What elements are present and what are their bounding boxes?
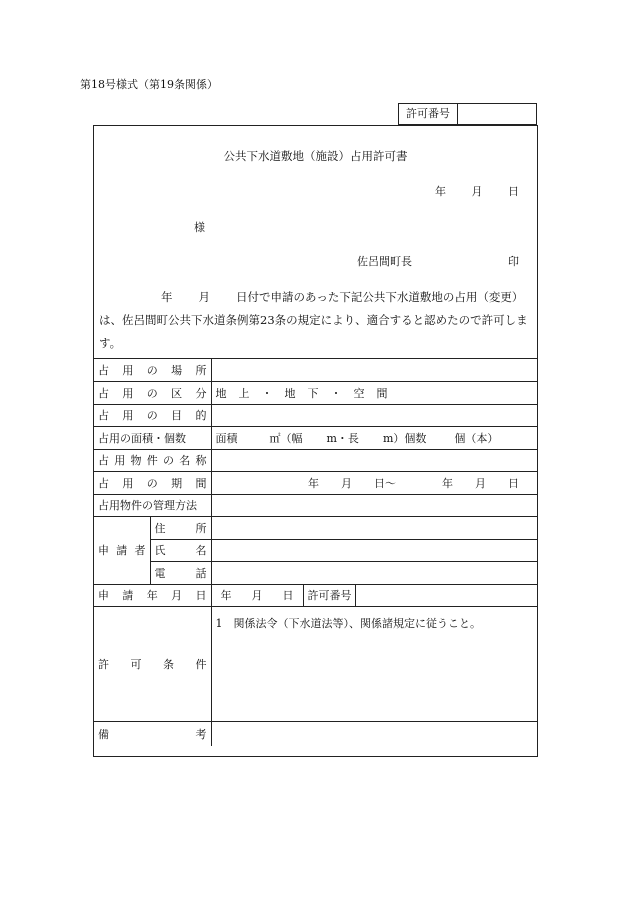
permit-body-text (99, 286, 533, 355)
period-field[interactable] (211, 472, 537, 495)
table-row (94, 404, 537, 427)
management-field[interactable] (211, 494, 537, 517)
object-name-label: 占 用 物 件 の 名 称 (98, 454, 207, 468)
app-month: 月 (251, 589, 263, 603)
address-label: 住 所 (154, 521, 207, 535)
area-count-field[interactable] (211, 427, 537, 450)
period-label: 占 用 の 期 間 (98, 476, 207, 490)
phone-label: 電 話 (154, 566, 207, 580)
name-field[interactable] (211, 539, 537, 562)
permit-number-box (398, 103, 537, 125)
phone-field[interactable] (211, 562, 537, 585)
form-number-label: 第18号様式（第19条関係） (80, 78, 218, 91)
year-label: 年 (435, 185, 446, 198)
table-row (94, 584, 537, 607)
permit-number-field[interactable] (458, 104, 536, 124)
table-row (94, 359, 537, 382)
conditions-field[interactable] (211, 607, 537, 722)
table-row (94, 517, 537, 540)
period-start-day: 日～ (374, 476, 396, 490)
period-end-day: 日 (508, 476, 519, 490)
period-start-month: 月 (341, 476, 352, 490)
name-label: 氏 名 (154, 544, 207, 558)
remarks-field[interactable] (211, 722, 537, 746)
category-value[interactable]: 地上・地下・空間 (215, 386, 400, 400)
table-row (94, 494, 537, 517)
table-row (94, 449, 537, 472)
permit-number-label: 許可番号 (399, 104, 458, 124)
body-line1-rest: 日付で申請のあった下記公共下水道敷地の占用（変更） (236, 290, 524, 304)
body-month: 月 (198, 290, 210, 304)
app-year: 年 (220, 589, 232, 603)
management-label: 占用物件の管理方法 (98, 499, 197, 513)
issuer-name: 佐呂間町長 (357, 255, 412, 268)
table-row (94, 607, 537, 722)
body-year: 年 (161, 290, 173, 304)
count-text: m）個数 (382, 431, 427, 445)
remarks-label: 備 考 (98, 727, 207, 741)
purpose-label: 占 用 の 目 的 (98, 409, 207, 423)
app-day: 日 (282, 589, 294, 603)
conditions-label: 許 可 条 件 (98, 658, 207, 671)
table-row (94, 562, 537, 585)
application-date-field[interactable] (211, 584, 303, 607)
seal-mark: 印 (508, 255, 519, 268)
period-end-year: 年 (442, 476, 453, 490)
document-title: 公共下水道敷地（施設）占用許可書 (223, 149, 408, 163)
area-count-label: 占用の面積・個数 (98, 431, 186, 445)
body-line3: す。 (99, 336, 122, 350)
application-date-label: 申 請 年 月 日 (98, 589, 207, 603)
table-row (94, 427, 537, 450)
issue-date (413, 183, 519, 199)
body-line2: は、佐呂間町公共下水道条例第23条の規定により、適合すると認めたので許可しま (99, 313, 528, 327)
addressee-suffix: 様 (194, 221, 205, 234)
applicant-label: 申 請 者 (98, 544, 146, 558)
unit-text: 個（本） (454, 431, 499, 445)
permit-details-table (94, 358, 537, 746)
permit-number-cell-field[interactable] (355, 584, 537, 607)
address-field[interactable] (211, 517, 537, 540)
table-row (94, 472, 537, 495)
place-field[interactable] (211, 359, 537, 382)
period-end-month: 月 (475, 476, 486, 490)
width-text: ㎡（幅 (269, 431, 303, 445)
period-start-year: 年 (308, 476, 319, 490)
area-text: 面積 (215, 431, 238, 445)
object-name-field[interactable] (211, 449, 537, 472)
condition-1: 1 関係法令（下水道法等）、関係諸規定に従うこと。 (215, 617, 481, 630)
permit-form (93, 125, 538, 757)
month-label: 月 (471, 185, 483, 198)
purpose-field[interactable] (211, 404, 537, 427)
table-row (94, 382, 537, 405)
table-row (94, 722, 537, 746)
table-row (94, 539, 537, 562)
length-text: m・長 (326, 431, 359, 445)
day-label: 日 (508, 185, 519, 198)
category-label: 占 用 の 区 分 (98, 386, 207, 400)
place-label: 占 用 の 場 所 (98, 364, 207, 377)
permit-number-cell-label: 許可番号 (303, 584, 355, 607)
